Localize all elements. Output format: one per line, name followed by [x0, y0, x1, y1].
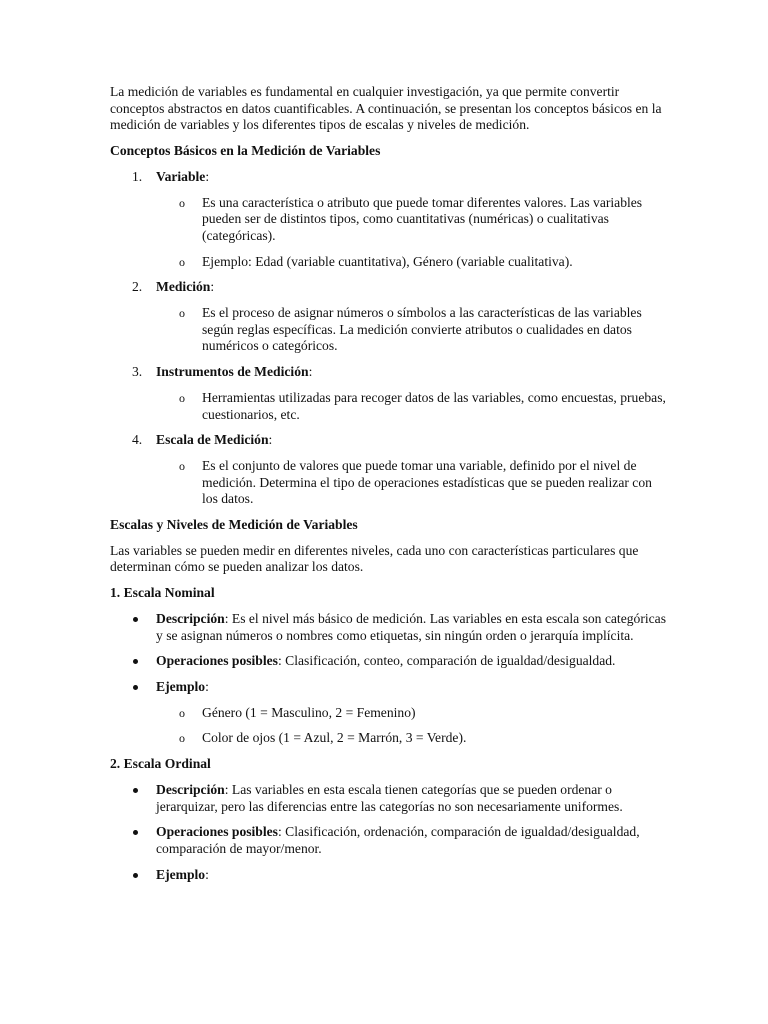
circle-bullet-icon: o — [179, 254, 185, 269]
numbered-item-instrumentos — [110, 364, 668, 381]
item-number: 1. — [132, 168, 143, 184]
numbered-item-variable — [110, 169, 668, 186]
colon: : — [205, 678, 209, 694]
bullet-label: Ejemplo — [156, 678, 206, 694]
colon: : — [224, 781, 229, 797]
sub-item-text: Es una característica o atributo que puede tomar diferentes valores. Las variables pueden ser de distintos tipos, como cuantitativas (numéricas) o cualitativas (categóricas). — [202, 194, 643, 243]
bullet-text: Clasificación, conteo, comparación de igualdad/desigualdad. — [285, 653, 616, 669]
item-number: 3. — [132, 364, 143, 380]
bullet-dot-icon — [133, 830, 138, 835]
sub-item-text: Herramientas utilizadas para recoger datos de las variables, como encuestas, pruebas, cuestionarios, etc. — [202, 389, 666, 422]
sub-item — [110, 390, 668, 423]
bullet-item-descripcion — [110, 611, 668, 644]
sub-item-text: Ejemplo: Edad (variable cuantitativa), Género (variable cualitativa). — [202, 253, 573, 269]
bullet-item-ejemplo — [110, 867, 668, 884]
example-text: Género (1 = Masculino, 2 = Femenino) — [202, 704, 416, 720]
bullet-item-operaciones — [110, 653, 668, 670]
bullet-dot-icon — [133, 685, 138, 690]
section-heading-conceptos: Conceptos Básicos en la Medición de Variables — [110, 143, 381, 159]
example-item — [110, 730, 668, 747]
item-number: 4. — [132, 432, 143, 448]
sub-item — [110, 254, 668, 271]
colon: : — [308, 364, 313, 380]
example-text: Color de ojos (1 = Azul, 2 = Marrón, 3 = Verde). — [202, 730, 467, 746]
bullet-text: Las variables en esta escala tienen categorías que se pueden ordenar o jerarquizar, pero las diferencias entre las categorías no son necesariamente uniformes. — [156, 781, 623, 814]
circle-bullet-icon: o — [179, 458, 185, 473]
bullet-item-operaciones — [110, 824, 668, 857]
colon: : — [205, 866, 209, 882]
circle-bullet-icon: o — [179, 390, 185, 405]
subsection-heading-ordinal: 2. Escala Ordinal — [110, 756, 211, 772]
colon: : — [277, 824, 282, 840]
colon: : — [277, 653, 282, 669]
sub-item — [110, 195, 668, 245]
item-term: Escala de Medición — [156, 432, 269, 448]
bullet-item-descripcion — [110, 782, 668, 815]
circle-bullet-icon: o — [179, 195, 185, 210]
colon: : — [210, 279, 215, 295]
circle-bullet-icon: o — [179, 731, 185, 746]
numbered-item-medicion — [110, 279, 668, 296]
colon: : — [268, 432, 273, 448]
section-heading-escalas: Escalas y Niveles de Medición de Variables — [110, 517, 358, 533]
numbered-item-escala — [110, 432, 668, 449]
bullet-dot-icon — [133, 659, 138, 664]
bullet-dot-icon — [133, 617, 138, 622]
bullet-label: Operaciones posibles — [156, 653, 278, 669]
sub-item — [110, 458, 668, 508]
sub-item — [110, 305, 668, 355]
item-term: Variable — [156, 168, 206, 184]
example-item — [110, 705, 668, 722]
bullet-item-ejemplo — [110, 679, 668, 696]
bullet-dot-icon — [133, 873, 138, 878]
circle-bullet-icon: o — [179, 306, 185, 321]
subsection-heading-nominal: 1. Escala Nominal — [110, 585, 215, 601]
item-term: Instrumentos de Medición — [156, 364, 309, 380]
bullet-label: Descripción — [156, 610, 225, 626]
bullet-label: Operaciones posibles — [156, 824, 278, 840]
sub-item-text: Es el conjunto de valores que puede tomar una variable, definido por el nivel de medición. Determina el tipo de operaciones estadísticas que se pueden realizar con los datos. — [202, 457, 652, 507]
bullet-text: Clasificación, ordenación, comparación de igualdad/desigualdad, comparación de mayor/menor. — [156, 824, 640, 856]
colon: : — [224, 610, 229, 626]
colon: : — [205, 168, 210, 184]
item-term: Medición — [156, 279, 211, 295]
item-number: 2. — [132, 279, 143, 295]
bullet-label: Descripción — [156, 781, 225, 797]
section-intro-paragraph: Las variables se pueden medir en diferentes niveles, cada uno con características particulares que determinan cómo se pueden analizar los datos. — [110, 542, 639, 575]
bullet-label: Ejemplo — [156, 866, 206, 882]
intro-paragraph: La medición de variables es fundamental en cualquier investigación, ya que permite convertir conceptos abstractos en datos cuantificables. A continuación, se presentan los conceptos básicos en la medición de variables y los diferentes tipos de escalas y niveles de medición. — [110, 84, 662, 133]
bullet-dot-icon — [133, 788, 138, 793]
circle-bullet-icon: o — [179, 705, 185, 720]
bullet-text: Es el nivel más básico de medición. Las variables en esta escala son categóricas y se asignan números o nombres como etiquetas, sin ningún orden o jerarquía implícita. — [156, 610, 666, 643]
sub-item-text: Es el proceso de asignar números o símbolos a las características de las variables según reglas específicas. La medición convierte atributos o cualidades en datos numéricos o categóricos. — [202, 305, 642, 354]
